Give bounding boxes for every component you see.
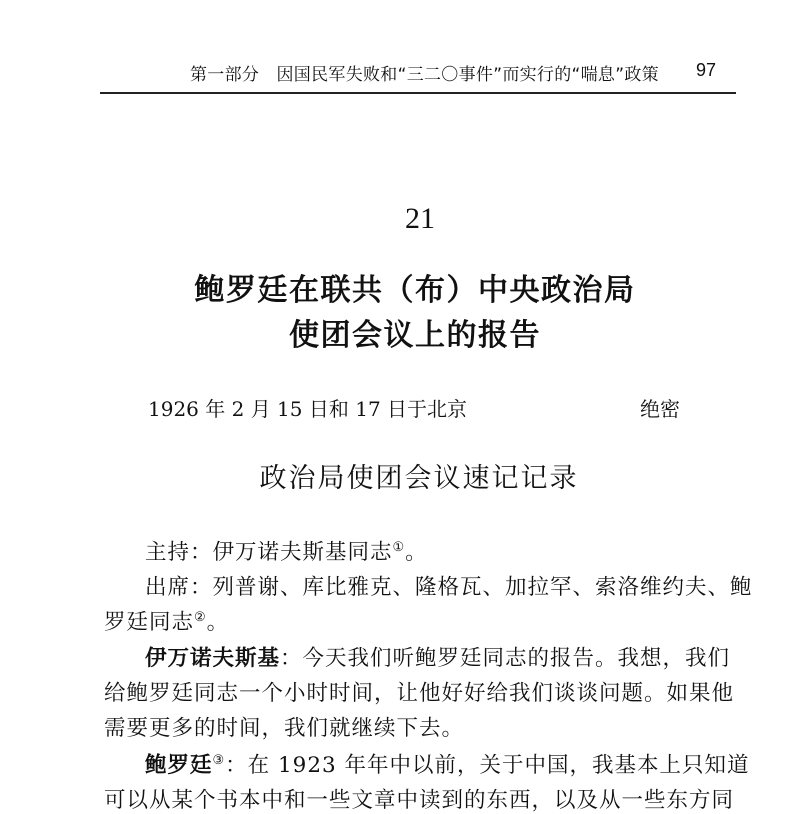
speaker-name: 伊万诺夫斯基 [145, 646, 281, 671]
header-rule [100, 92, 736, 94]
date-place: 1926 年 2 月 15 日和 17 日于北京 [148, 397, 468, 421]
speech-borodin-line2: 可以从某个书本中和一些文章中读到的东西，以及从一些东方同 [104, 788, 735, 813]
footnote-marker: ③ [212, 752, 226, 768]
speech-borodin-line1 [145, 748, 750, 779]
attendees-text: 罗廷同志 [104, 610, 195, 635]
speech-ivanovsky-line1 [145, 641, 730, 672]
document-title-line1: 鲍罗廷在联共（布）中央政治局 [194, 273, 636, 308]
attendees-line1: 出席：列普谢、库比雅克、隆格瓦、加拉罕、索洛维约夫、鲍 [145, 575, 753, 600]
paragraph-chair [145, 535, 428, 566]
subtitle: 政治局使团会议速记记录 [259, 463, 579, 494]
speaker-name: 鲍罗廷 [145, 753, 213, 778]
classification: 绝密 [640, 397, 680, 421]
punct: 。 [206, 610, 230, 635]
speech-ivanovsky-line3: 需要更多的时间，我们就继续下去。 [104, 716, 465, 741]
footnote-marker: ① [392, 539, 406, 555]
document-number: 21 [405, 202, 435, 235]
running-header: 第一部分 因国民军失败和“三二〇事件”而实行的“喘息”政策 [190, 65, 659, 85]
speech-text: ：在 1923 年年中以前，关于中国，我基本上只知道 [225, 753, 750, 778]
footnote-marker: ② [194, 609, 207, 625]
punct: 。 [405, 540, 428, 565]
speech-text: ：今天我们听鲍罗廷同志的报告。我想，我们 [280, 646, 731, 671]
chair-text: 主持：伊万诺夫斯基同志 [145, 540, 393, 565]
page-number: 97 [696, 60, 717, 80]
speech-ivanovsky-line2: 给鲍罗廷同志一个小时时间，让他好好给我们谈谈问题。如果他 [104, 681, 735, 706]
attendees-line2 [104, 605, 229, 636]
document-title-line2: 使团会议上的报告 [289, 318, 541, 353]
